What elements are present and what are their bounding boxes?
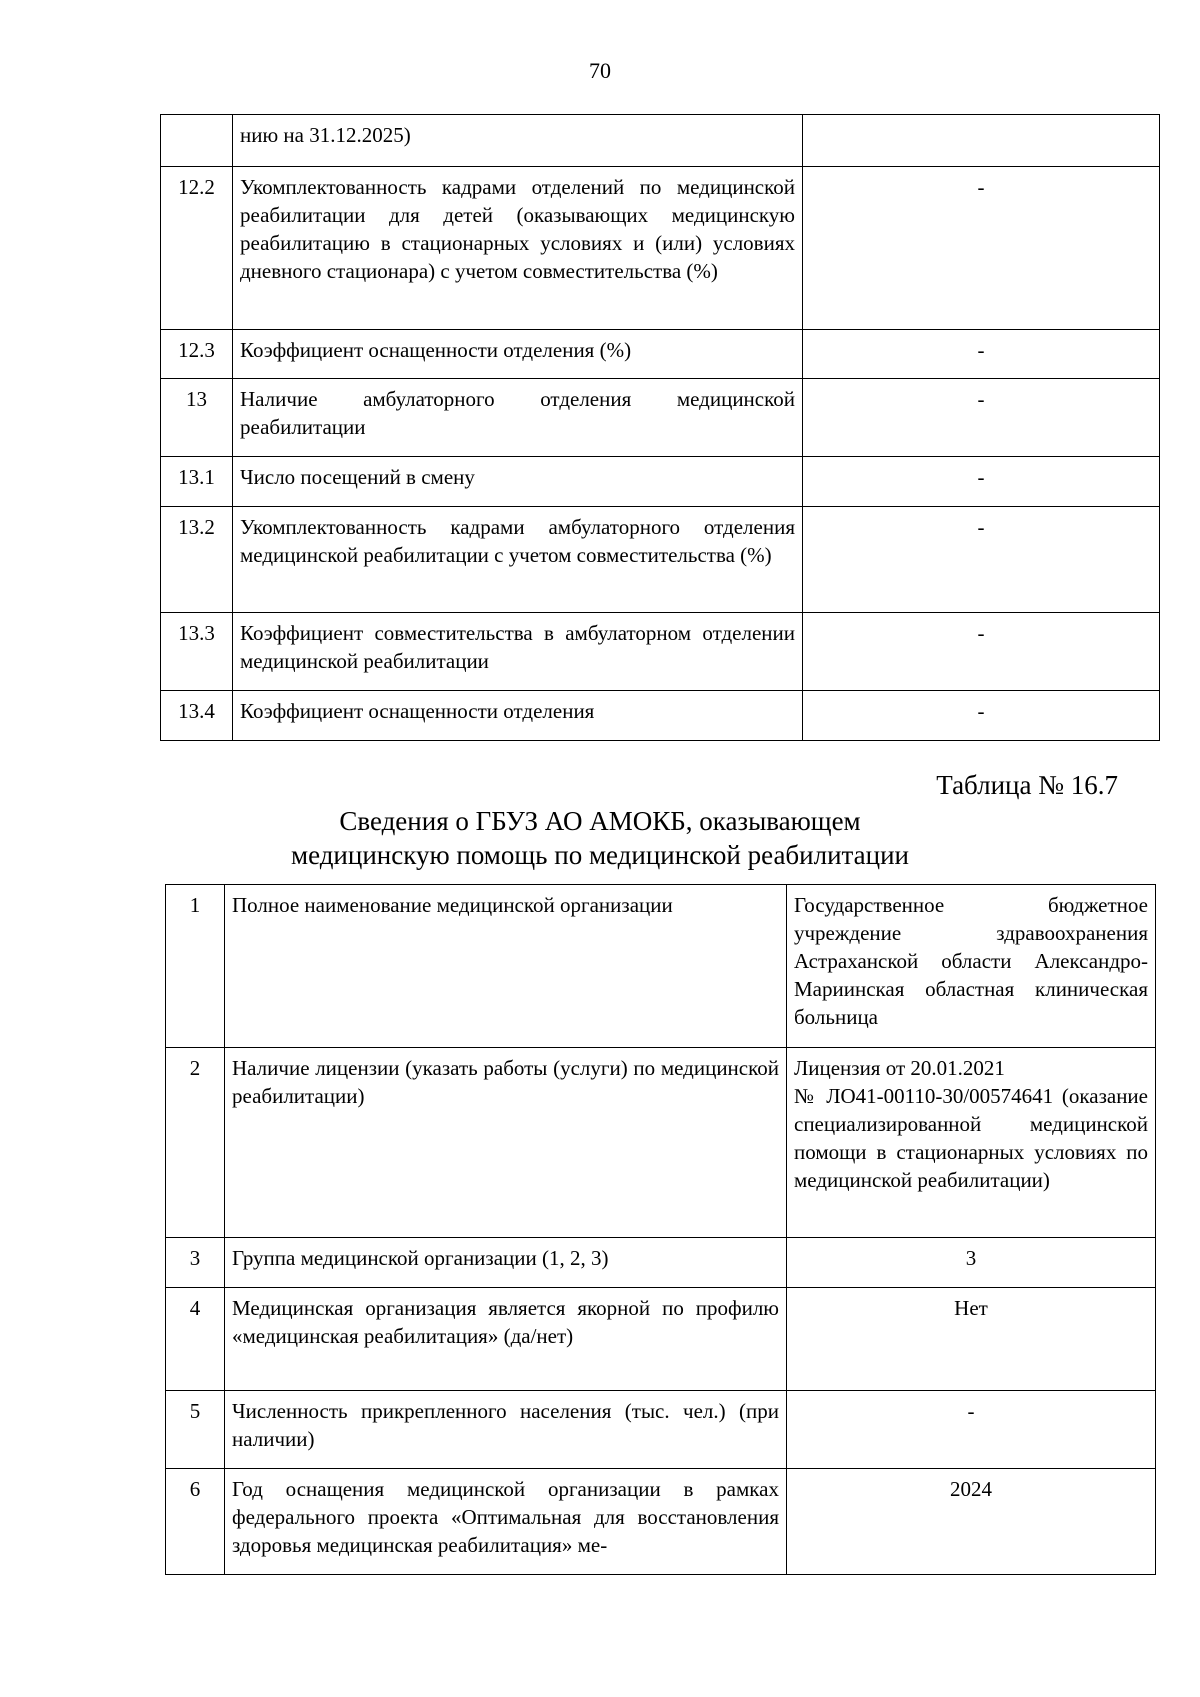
table-row [161,691,1160,741]
row-description: Коэффициент оснащенности отделения [233,691,803,741]
row-value: - [803,691,1160,741]
row-description: нию на 31.12.2025) [233,115,803,167]
row-number: 6 [166,1469,225,1575]
row-number: 2 [166,1048,225,1238]
table-row [161,379,1160,457]
row-description: Коэффициент оснащенности отделения (%) [233,330,803,379]
row-value: - [787,1391,1156,1469]
table-row [166,1391,1156,1469]
row-description: Укомплектованность кадрами отделений по медицинской реабилитации для детей (оказывающих медицинскую реабилитацию в стационарных условиях и (или) условиях дневного стационара) с учетом совместительства (%) [233,167,803,330]
row-number: 13.1 [161,457,233,507]
row-number: 12.3 [161,330,233,379]
row-description: Год оснащения медицинской организации в рамках федерального проекта «Оптимальная для восстановления здоровья медицинская реабилитация» ме- [225,1469,787,1575]
row-value: - [803,507,1160,613]
row-number: 12.2 [161,167,233,330]
row-value: Нет [787,1288,1156,1391]
row-description: Наличие амбулаторного отделения медицинской реабилитации [233,379,803,457]
row-description: Полное наименование медицинской организации [225,885,787,1048]
row-value [787,1048,1156,1238]
table-row [161,613,1160,691]
row-number: 13.3 [161,613,233,691]
table-row [166,1238,1156,1288]
row-value: 3 [787,1238,1156,1288]
row-description: Численность прикрепленного населения (тыс. чел.) (при наличии) [225,1391,787,1469]
row-number: 3 [166,1238,225,1288]
row-value: - [803,330,1160,379]
table-row [166,1288,1156,1391]
table-row [161,115,1160,167]
row-number: 4 [166,1288,225,1391]
row-description: Коэффициент совместительства в амбулаторном отделении медицинской реабилитации [233,613,803,691]
license-details: № ЛО41-00110-30/00574641 (оказание специализированной медицинской помощи в стационарных условиях по медицинской реабилитации) [794,1084,1148,1192]
indicator-table-continued [160,114,1160,741]
row-value: 2024 [787,1469,1156,1575]
organization-info-table [165,884,1156,1575]
row-description: Наличие лицензии (указать работы (услуги) по медицинской реабилитации) [225,1048,787,1238]
row-description: Число посещений в смену [233,457,803,507]
row-value: - [803,613,1160,691]
table-row [161,330,1160,379]
table-number-caption: Таблица № 16.7 [936,770,1118,800]
table-title [0,804,1200,872]
row-value [803,115,1160,167]
table-row [166,1048,1156,1238]
table-title-line: Сведения о ГБУЗ АО АМОКБ, оказывающем [339,806,861,836]
row-number: 1 [166,885,225,1048]
table-title-line: медицинскую помощь по медицинской реабилитации [290,840,909,870]
row-number [161,115,233,167]
row-number: 13 [161,379,233,457]
table-row [161,457,1160,507]
row-value: Государственное бюджетное учреждение здравоохранения Астраханской области Александро-Мариинская областная клиническая больница [787,885,1156,1048]
row-value: - [803,379,1160,457]
license-date: Лицензия от 20.01.2021 [794,1056,1005,1080]
row-number: 5 [166,1391,225,1469]
table-row [161,167,1160,330]
row-value: - [803,457,1160,507]
row-value: - [803,167,1160,330]
row-number: 13.2 [161,507,233,613]
table-row [166,885,1156,1048]
row-description: Укомплектованность кадрами амбулаторного отделения медицинской реабилитации с учетом совместительства (%) [233,507,803,613]
row-number: 13.4 [161,691,233,741]
row-description: Медицинская организация является якорной по профилю «медицинская реабилитация» (да/нет) [225,1288,787,1391]
table-row [161,507,1160,613]
row-description: Группа медицинской организации (1, 2, 3) [225,1238,787,1288]
table-row [166,1469,1156,1575]
page-number: 70 [589,58,611,83]
